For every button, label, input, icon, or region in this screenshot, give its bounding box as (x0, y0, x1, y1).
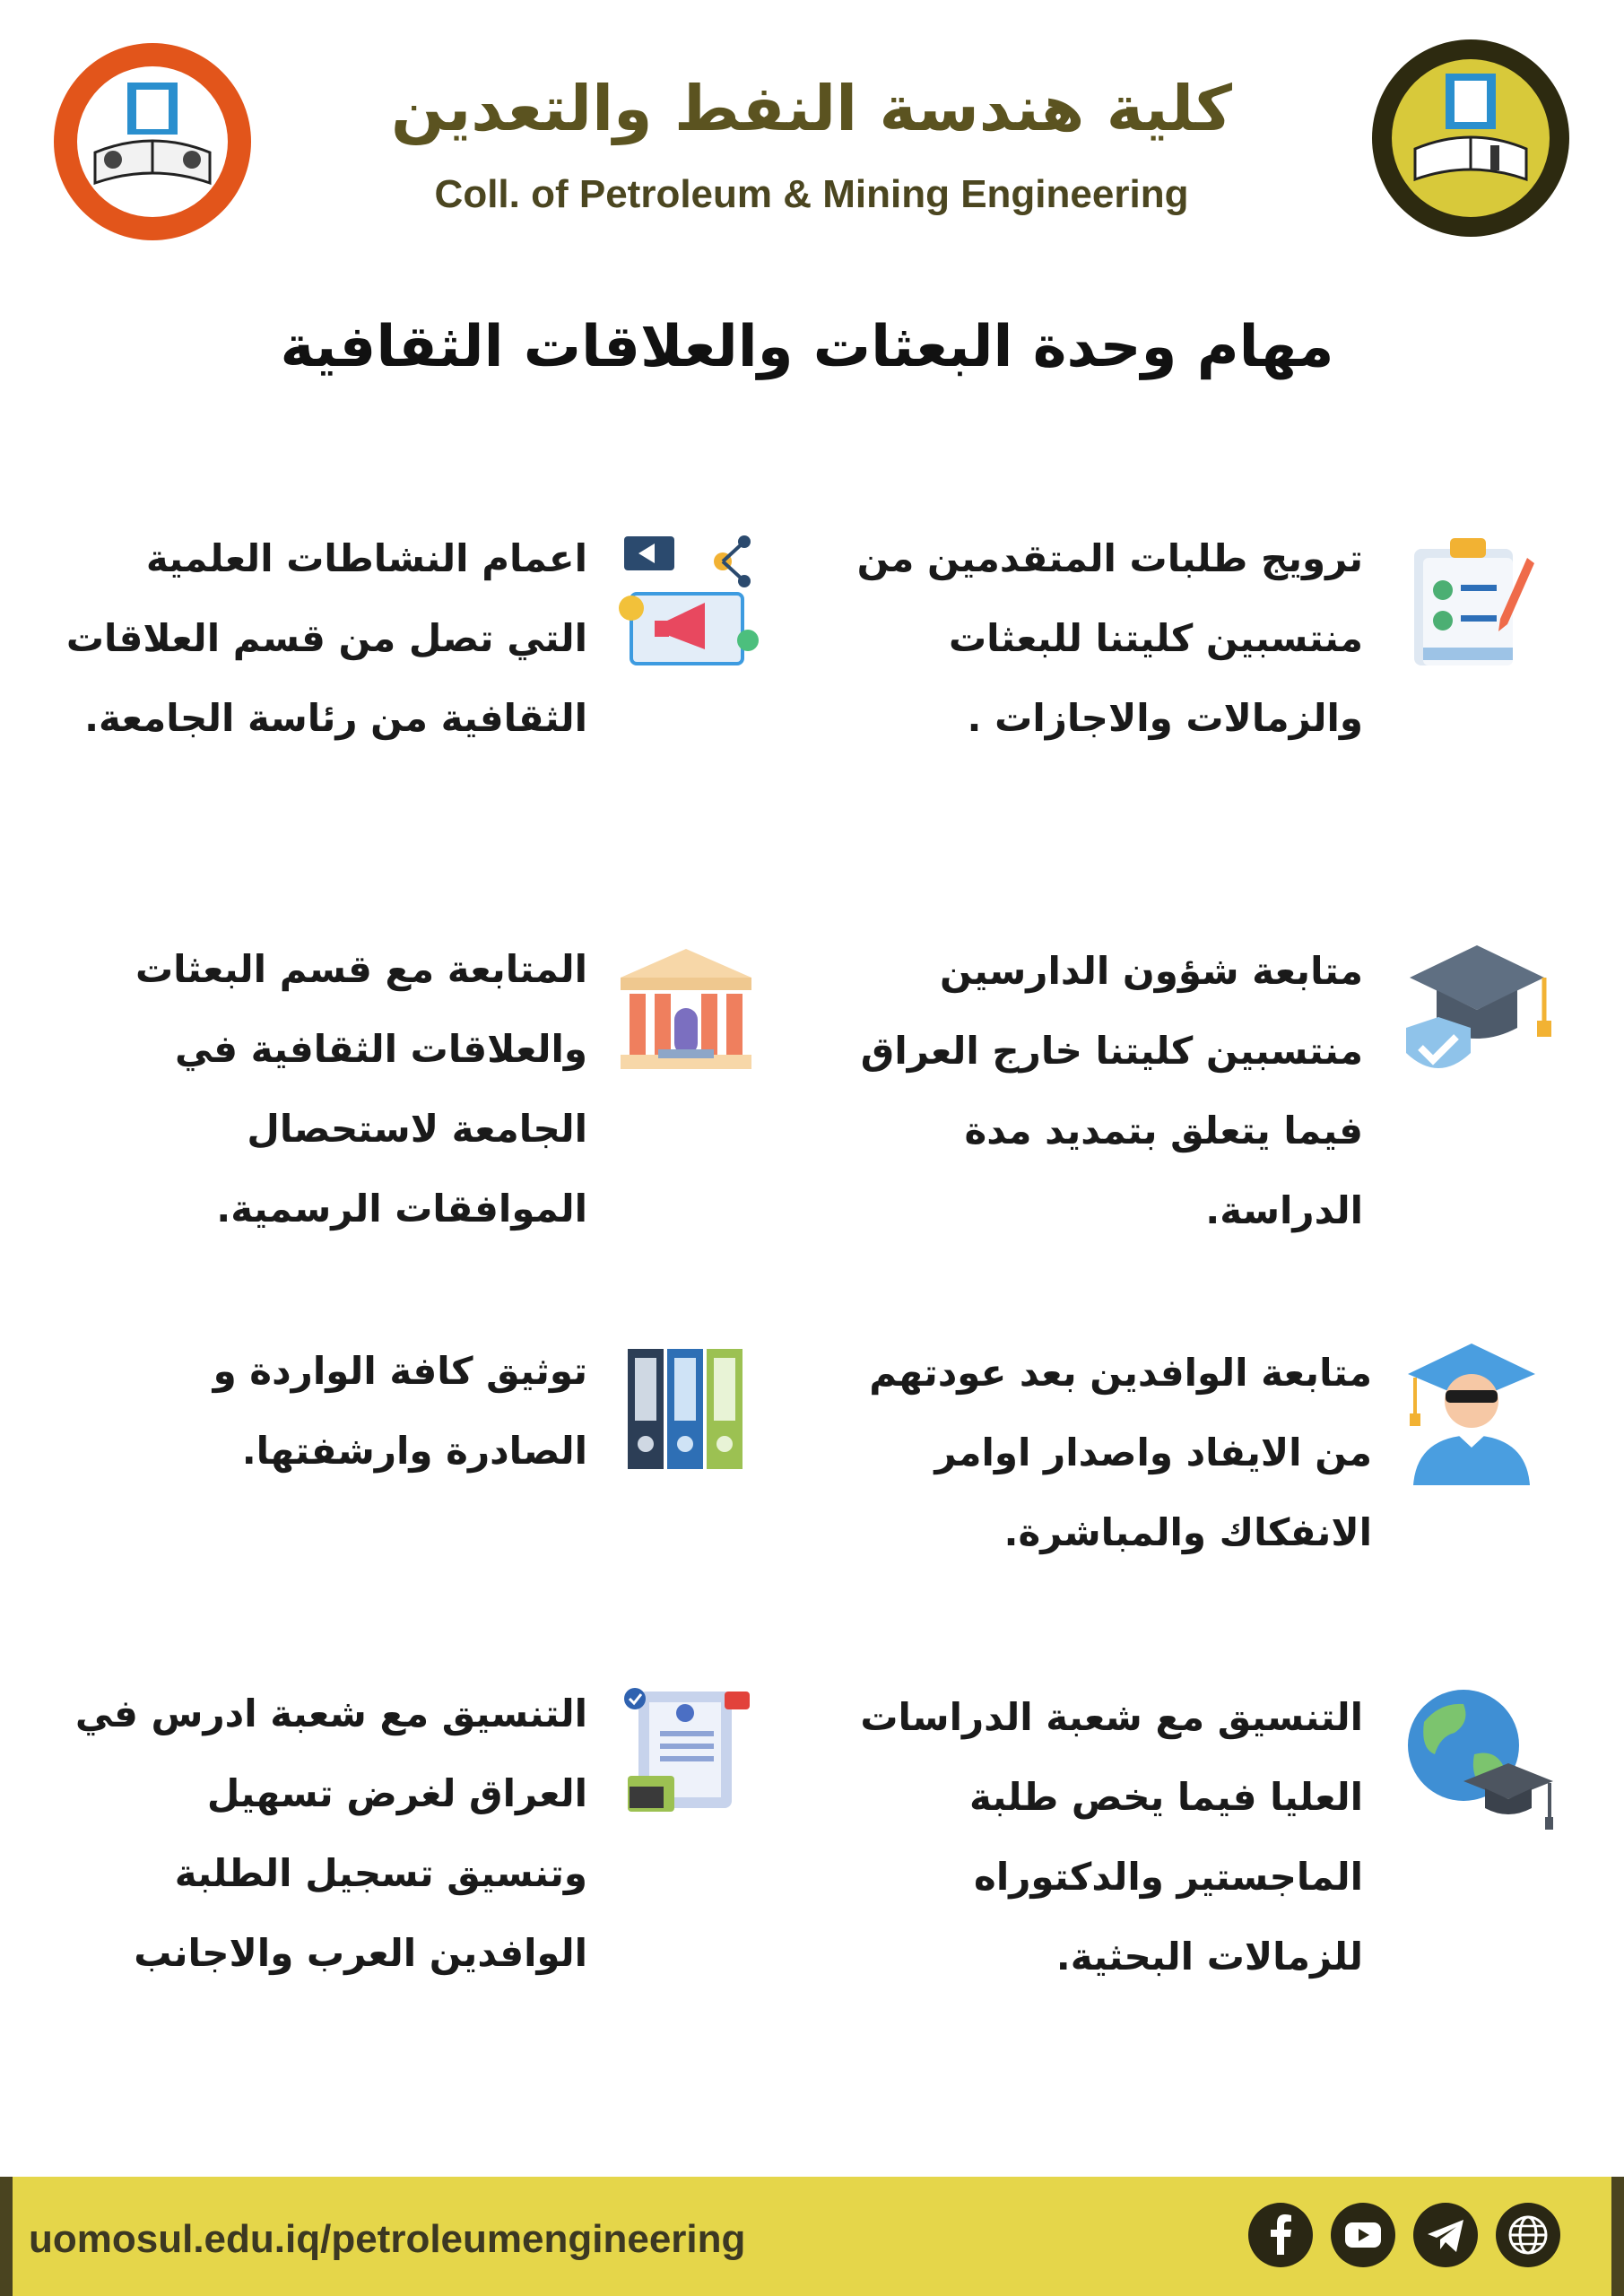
youtube-icon[interactable] (1331, 2203, 1395, 2267)
binders-icon (622, 1345, 766, 1489)
task-item-obtain-approvals: المتابعة مع قسم البعثات والعلاقات الثقافية في الجامعة لاستحصال الموافقات الرسمية. (135, 947, 587, 1231)
task-item-study-in-iraq-coordination: التنسيق مع شعبة ادرس في العراق لغرض تسهيل وتنسيق تسجيل الطلبة الوافدين العرب والاجانب (74, 1692, 587, 1975)
telegram-icon[interactable] (1413, 2203, 1478, 2267)
graduate-student-icon (1404, 1342, 1548, 1485)
college-logo (1372, 39, 1569, 237)
college-title-arabic: كلية هندسة النفط والتعدين (390, 72, 1233, 145)
college-title-english: Coll. of Petroleum & Mining Engineering (434, 172, 1189, 216)
task-item-follow-students-abroad: متابعة شؤون الدارسين منتسبين كليتنا خارج العراق فيما يتعلق بتمديد مدة الدراسة. (860, 949, 1363, 1232)
footer-edge-right (1611, 2177, 1624, 2296)
university-building-icon (619, 942, 762, 1085)
footer-edge-left (0, 2177, 13, 2296)
task-item-postgraduate-coordination: التنسيق مع شعبة الدراسات العليا فيما يخص طلبة الماجستير والدكتوراه للزمالات البحثية. (860, 1695, 1363, 1979)
task-item-promote-applications: ترويج طلبات المتقدمين من منتسبين كليتنا للبعثات والزمالات والاجازات . (856, 536, 1363, 740)
document-scroll-icon (622, 1686, 766, 1830)
globe-graduation-icon (1404, 1686, 1548, 1830)
globe-icon[interactable] (1496, 2203, 1560, 2267)
page-title: مهام وحدة البعثات والعلاقات الثقافية (280, 314, 1334, 380)
graduation-shield-icon (1401, 942, 1544, 1085)
facebook-icon[interactable] (1248, 2203, 1313, 2267)
website-link[interactable]: uomosul.edu.iq/petroleumengineering (29, 2217, 746, 2261)
book-emblem-icon (77, 66, 228, 217)
task-item-circulate-activities: اعمام النشاطات العلمية التي تصل من قسم العلاقات الثقافية من رئاسة الجامعة. (65, 536, 587, 740)
task-item-document-archive: توثيق كافة الواردة و الصادرة وارشفتها. (213, 1349, 587, 1473)
announcement-share-icon (619, 531, 762, 674)
university-of-mosul-logo (54, 43, 251, 240)
task-item-follow-returnees: متابعة الوافدين بعد عودتهم من الايفاد واصدار اوامر الانفكاك والمباشرة. (869, 1351, 1372, 1554)
college-emblem-icon (1392, 59, 1550, 217)
checklist-icon (1403, 531, 1547, 674)
